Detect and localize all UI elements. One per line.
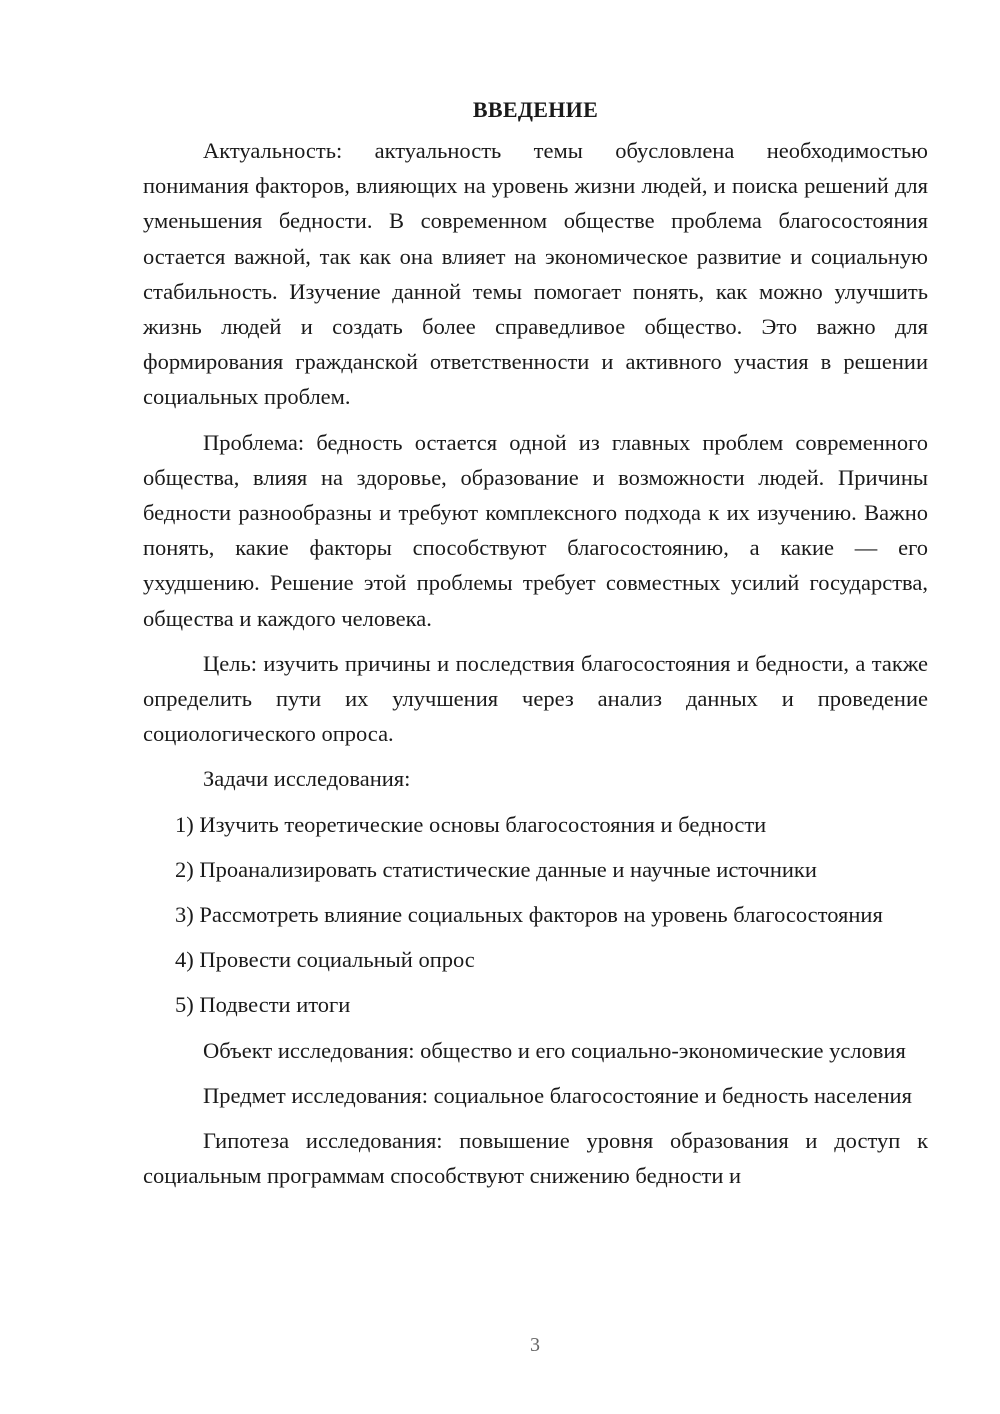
- problem-paragraph: Проблема: бедность остается одной из главных проблем современного общества, влияя на здоровье, образование и возможности людей. Причины бедности разнообразны и требуют комплексного подхода к их изучению. Важно понять, какие факторы способствуют благосостоянию, а какие — его ухудшению. Решение этой проблемы требует совместных усилий государства, общества и каждого человека.: [143, 429, 928, 631]
- relevance-paragraph: Актуальность: актуальность темы обусловлена необходимостью понимания факторов, влияющих на уровень жизни людей, и поиска решений для уменьшения бедности. В современном обществе проблема благосостояния остается важной, так как она влияет на экономическое развитие и социальную стабильность. Изучение данной темы помогает понять, как можно улучшить жизнь людей и создать более справедливое общество. Это важно для формирования гражданской ответственности и активного участия в решении социальных проблем.: [143, 138, 928, 410]
- object-paragraph: Объект исследования: общество и его социально-экономические условия: [203, 1037, 906, 1063]
- task-item-1: 1) Изучить теоретические основы благосостояния и бедности: [175, 811, 767, 837]
- task-item-5: 5) Подвести итоги: [175, 992, 351, 1018]
- document-page: [143, 92, 928, 1193]
- tasks-heading: Задачи исследования:: [203, 766, 411, 792]
- task-item-3: 3) Рассмотреть влияние социальных факторов на уровень благосостояния: [175, 902, 883, 928]
- subject-paragraph: Предмет исследования: социальное благосостояние и бедность населения: [203, 1082, 912, 1108]
- task-item-2: 2) Проанализировать статистические данные и научные источники: [175, 856, 817, 882]
- task-item-4: 4) Провести социальный опрос: [175, 947, 475, 973]
- page-number: 3: [530, 1334, 540, 1356]
- goal-paragraph: Цель: изучить причины и последствия благосостояния и бедности, а также определить пути их улучшения через анализ данных и проведение социологического опроса.: [143, 650, 928, 747]
- hypothesis-paragraph: Гипотеза исследования: повышение уровня образования и доступ к социальным программам способствуют снижению бедности и: [143, 1128, 928, 1189]
- page-title: ВВЕДЕНИЕ: [472, 97, 599, 122]
